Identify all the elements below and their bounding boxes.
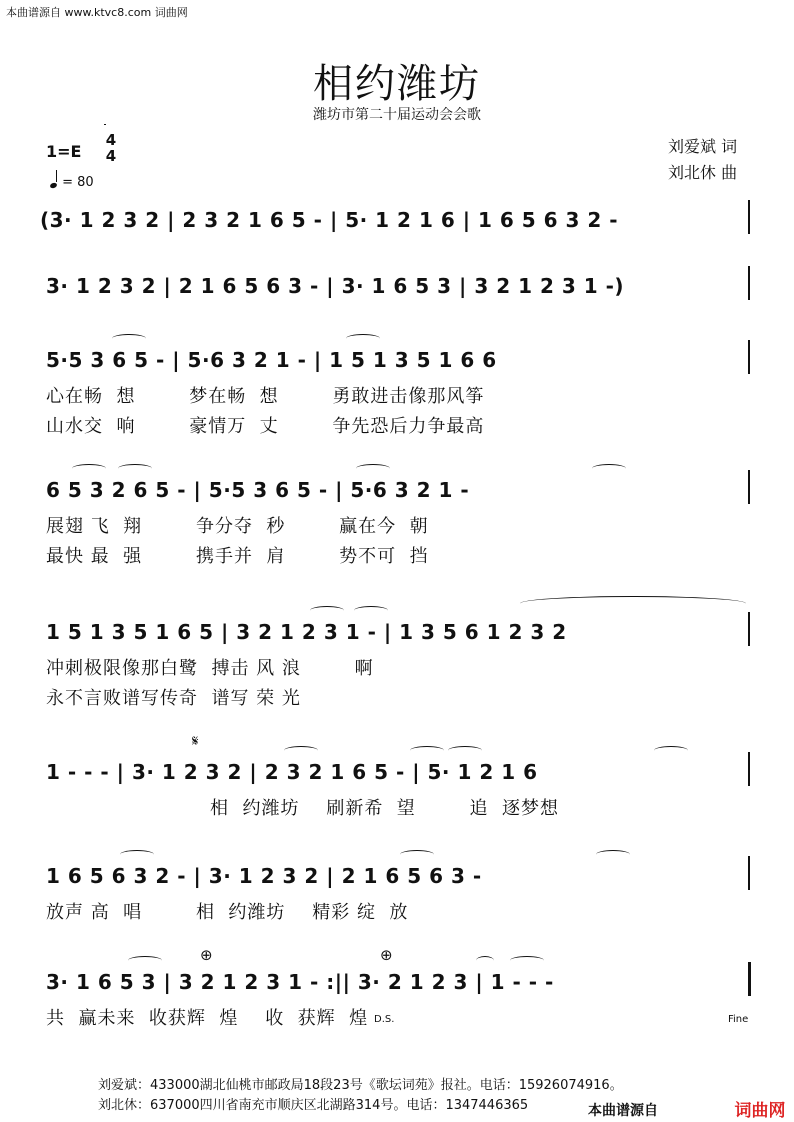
barline	[748, 856, 750, 890]
coda-icon: ⊕	[380, 946, 393, 964]
lyric-verse-2: 永不言败谱写传奇 谱写 荣 光	[46, 688, 301, 709]
tie-arc	[118, 464, 152, 473]
tie-arc	[128, 956, 162, 965]
tie-arc	[72, 464, 106, 473]
tie-arc	[284, 746, 318, 755]
tie-arc	[356, 464, 390, 473]
lyric-verse-1: 心在畅 想 梦在畅 想 勇敢进击像那风筝	[46, 386, 485, 407]
source-header: 本曲谱源自 www.ktvc8.com 词曲网	[6, 6, 188, 19]
lyric-verse-1: 冲刺极限像那白鹭 搏击 风 浪 啊	[46, 658, 374, 679]
row-notes: 1 - - - | 3· 1 2 3 2 | 2 3 2 1 6 5 - | 5· 1 2 1 6	[46, 760, 538, 784]
row-notes: 1 5 1 3 5 1 6 5 | 3 2 1 2 3 1 - | 1 3 5 6 1 2 3 2	[46, 620, 567, 644]
lyric-verse-1: 相 约潍坊 刷新希 望 追 逐梦想	[210, 798, 559, 819]
row-notes: (3· 1 2 3 2 | 2 3 2 1 6 5 - | 5· 1 2 1 6 | 1 6 5 6 3 2 -	[40, 208, 619, 232]
barline	[748, 470, 750, 504]
tie-arc	[400, 850, 434, 859]
lyric-verse-1: 放声 高 唱 相 约潍坊 精彩 绽 放	[46, 902, 409, 923]
watermark-source: 本曲谱源自	[588, 1103, 658, 1119]
lyric-verse-1: 展翅 飞 翔 争分夺 秒 赢在今 朝	[46, 516, 429, 537]
tie-arc	[310, 606, 344, 615]
row-notes: 5·5 3 6 5 - | 5·6 3 2 1 - | 1 5 1 3 5 1 6 6	[46, 348, 497, 372]
tie-arc	[120, 850, 154, 859]
lyricist-credit: 刘爱斌 词	[668, 137, 738, 156]
key-signature: 1=E	[46, 142, 82, 161]
tie-arc	[510, 956, 544, 965]
time-signature	[104, 132, 118, 164]
song-title: 相约潍坊	[313, 61, 481, 107]
tie-arc	[112, 334, 146, 343]
tie-arc	[476, 956, 494, 965]
final-barline	[748, 962, 751, 996]
barline	[748, 752, 750, 786]
barline	[748, 340, 750, 374]
tie-arc	[592, 464, 626, 473]
watermark-logo: 词曲网	[728, 1096, 792, 1120]
footer-contact-composer: 刘北休：637000四川省南充市顺庆区北湖路314号。电话：1347446365	[98, 1098, 529, 1113]
tempo-marking	[50, 174, 94, 190]
row-notes: 3· 1 6 5 3 | 3 2 1 2 3 1 - :|| 3· 2 1 2 3 | 1 - - -	[46, 970, 554, 994]
tie-arc	[448, 746, 482, 755]
time-top: 4	[105, 131, 117, 149]
barline	[748, 266, 750, 300]
coda-icon: ⊕	[200, 946, 213, 964]
barline	[748, 612, 750, 646]
composer-credit: 刘北休 曲	[668, 163, 738, 182]
time-bottom: 4	[105, 147, 117, 165]
tie-arc	[654, 746, 688, 755]
slur-arc	[520, 596, 746, 611]
quarter-note-icon	[49, 182, 57, 189]
tie-arc	[354, 606, 388, 615]
lyric-verse-1: 共 赢未来 收获辉 煌 收 获辉 煌	[46, 1008, 369, 1029]
barline	[748, 200, 750, 234]
lyric-verse-2: 山水交 响 豪情万 丈 争先恐后力争最高	[46, 416, 485, 437]
row-notes: 3· 1 2 3 2 | 2 1 6 5 6 3 - | 3· 1 6 5 3 | 3 2 1 2 3 1 -)	[46, 274, 625, 298]
song-subtitle: 潍坊市第二十届运动会会歌	[313, 107, 481, 123]
segno-icon: 𝄋	[192, 732, 199, 750]
row-notes: 1 6 5 6 3 2 - | 3· 1 2 3 2 | 2 1 6 5 6 3 -	[46, 864, 482, 888]
tie-arc	[346, 334, 380, 343]
tempo-value: = 80	[62, 175, 94, 190]
dal-segno-mark: D.S.	[374, 1014, 395, 1025]
tie-arc	[596, 850, 630, 859]
row-notes: 6 5 3 2 6 5 - | 5·5 3 6 5 - | 5·6 3 2 1 -	[46, 478, 470, 502]
lyric-verse-2: 最快 最 强 携手并 肩 势不可 挡	[46, 546, 429, 567]
fine-mark: Fine	[728, 1014, 749, 1025]
tie-arc	[410, 746, 444, 755]
footer-contact-lyricist: 刘爱斌：433000湖北仙桃市邮政局18段23号《歌坛词苑》报社。电话：15926074916。	[98, 1078, 623, 1093]
